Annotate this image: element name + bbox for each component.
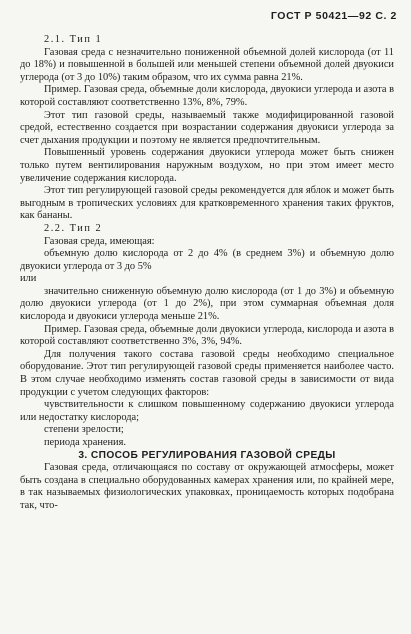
paragraph: Этот тип регулирующей газовой среды рекомендуется для яблок и может быть выгодным в тропических условиях для кратковременного хранения таких фруктов, как бананы. [20,185,394,222]
list-item: чувствительности к слишком повышенному содержанию двуокиси углерода или недостатку кислорода; [20,399,394,423]
document-body [20,34,394,513]
example-paragraph: Пример. Газовая среда, объемные доли кислорода, двуокиси углерода и азота в которой составляют соответственно 13%, 8%, 79%. [20,84,394,108]
list-item: периода хранения. [44,437,126,448]
subsection-heading-type-2: 2.2. Тип 2 [44,222,103,234]
subsection-heading-type-1: 2.1. Тип 1 [44,34,103,45]
example-paragraph: Пример. Газовая среда, объемные доли двуокиси углерода, кислорода и азота в которой составляют соответственно 3%, 3%, 94%. [20,323,394,348]
paragraph: Для получения такого состава газовой среды необходимо специальное оборудование. Этот тип регулирующей газовой среды применяется наиболее часто. В этом случае необходимо изменять состав газовой среды в зависимости от вида продукции с учетом следующих факторов: [20,348,394,398]
list-item: значительно сниженную объемную долю кислорода (от 1 до 3%) и объемную долю двуокиси углерода (от 1 до 2%), при этом суммарная объемная доля кислорода и двуокиси углерода меньше 21%. [20,285,394,323]
paragraph: Повышенный уровень содержания двуокиси углерода может быть снижен только путем вентилирования наружным воздухом, но при этом имеет место увеличение содержания кислорода. [20,147,394,184]
list-item: объемную долю кислорода от 2 до 4% (в среднем 3%) и объемную долю двуокиси углерода от 3 до 5% [20,248,394,272]
paragraph: Газовая среда с незначительно пониженной объемной долей кислорода (от 11 до 18%) и повышенной в большей или меньшей степени объемной долей двуокиси углерода (от 3 до 10%) таким образом, что их сумма равна 21%. [20,46,394,83]
list-item: степени зрелости; [44,424,124,436]
paragraph: Этот тип газовой среды, называемый также модифицированной газовой средой, естественно создается при возрастании содержания двуокиси углерода за счет дыхания продукции и поэтому не является предпочтительным. [20,109,394,146]
conjunction: или [20,273,37,285]
section-title: 3. СПОСОБ РЕГУЛИРОВАНИЯ ГАЗОВОЙ СРЕДЫ [78,449,336,461]
paragraph: Газовая среда, имеющая: [44,235,155,247]
page-header: ГОСТ Р 50421—92 С. 2 [270,10,397,22]
paragraph: Газовая среда, отличающаяся по составу от окружающей атмосферы, может быть создана в специально оборудованных камерах хранения или, по крайней мере, в так называемых физиологических упаковках, проницаемость которых подобрана так, что- [20,462,394,511]
